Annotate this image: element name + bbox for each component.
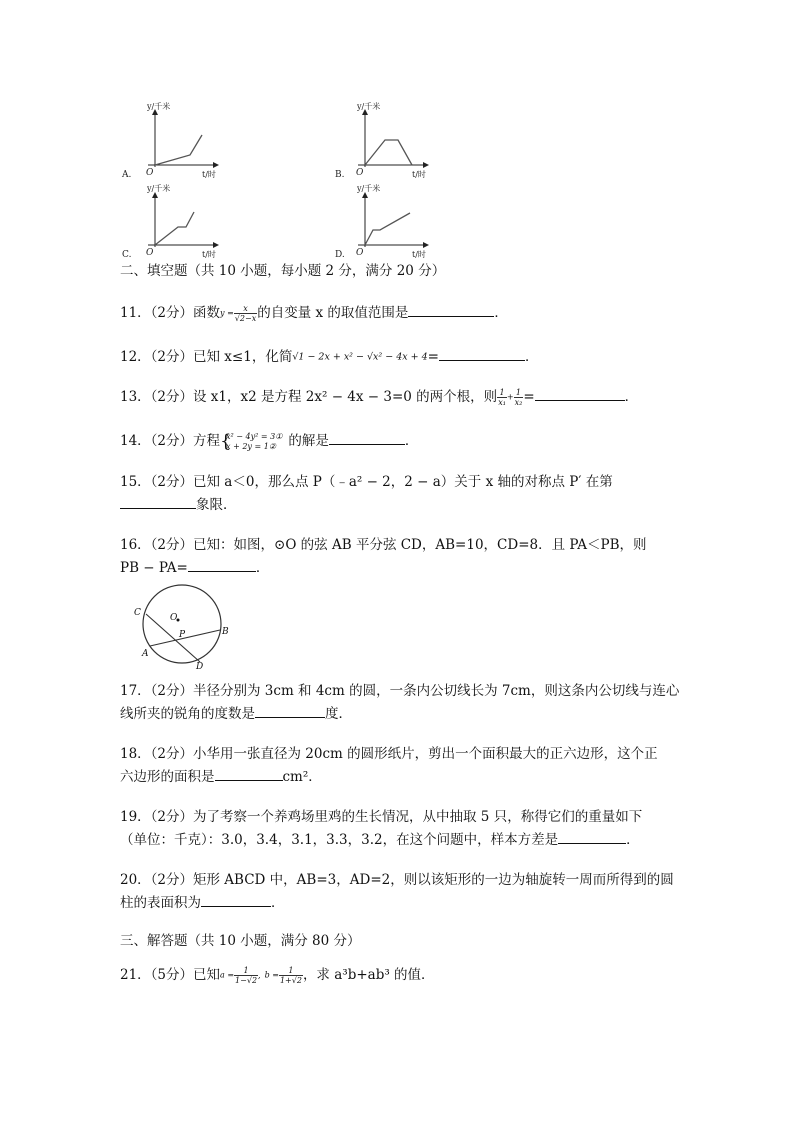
q16-end: ． bbox=[255, 560, 270, 576]
question-16-line1: 16．（2分）已知：如图，⊙O 的弦 AB 平分弦 CD，AB=10，CD=8．且 PA＜PB，则 bbox=[120, 537, 647, 553]
question-20-line1: 20．（2分）矩形 ABCD 中，AB=3，AD=2，则以该矩形的一边为轴旋转一周而所得到的圆 bbox=[120, 872, 674, 888]
q15-answer-blank[interactable] bbox=[120, 494, 196, 509]
q18-line2-prefix: 六边形的面积是 bbox=[120, 769, 215, 785]
graph-a-ylabel: y/千米 bbox=[147, 102, 171, 111]
graph-d-origin: O bbox=[356, 248, 364, 258]
graph-c-ylabel: y/千米 bbox=[147, 184, 171, 193]
question-21 bbox=[120, 966, 435, 985]
graph-d-ylabel: y/千米 bbox=[357, 184, 381, 193]
q16-answer-blank[interactable] bbox=[188, 557, 256, 572]
question-19-line2 bbox=[120, 829, 640, 849]
q20-answer-blank[interactable] bbox=[201, 892, 271, 907]
option-a-label: A. bbox=[122, 170, 132, 180]
q19-answer-blank[interactable] bbox=[558, 829, 626, 844]
q18-line2-suffix: cm²． bbox=[282, 769, 322, 785]
q21-b-fraction: $\frac{1}{1+√2}$ bbox=[279, 966, 302, 985]
q12-answer-blank[interactable] bbox=[439, 346, 525, 361]
option-graphs bbox=[110, 95, 450, 265]
q21-a-lhs: a = bbox=[220, 970, 235, 980]
graph-c-xlabel: t/时 bbox=[202, 250, 216, 259]
question-18-line1: 18．（2分）小华用一张直径为 20cm 的圆形纸片，剪出一个面积最大的正六边形，这个正 bbox=[120, 746, 658, 762]
q17-answer-blank[interactable] bbox=[255, 703, 325, 718]
label-o: O bbox=[170, 613, 178, 623]
q12-formula: √1 − 2x + x² − √x² − 4x + 4 bbox=[292, 351, 428, 363]
q11-prefix: 11．（2分）函数 bbox=[120, 305, 221, 321]
graph-b-xlabel: t/时 bbox=[412, 170, 426, 179]
question-17-line2 bbox=[120, 703, 352, 723]
q13-end: ． bbox=[624, 389, 639, 405]
graph-b-origin: O bbox=[356, 168, 364, 178]
q20-line2-prefix: 柱的表面积为 bbox=[120, 895, 201, 911]
label-a: A bbox=[142, 649, 149, 659]
q21-b-lhs: b = bbox=[264, 970, 279, 980]
q12-eq: = bbox=[427, 349, 439, 365]
question-15-line1: 15．（2分）已知 a＜0，那么点 P（﹣a² − 2，2 − a）关于 x 轴的对称点 P′ 在第 bbox=[120, 474, 613, 490]
option-b-label: B. bbox=[335, 170, 345, 180]
section2-heading: 二、填空题（共 10 小题，每小题 2 分，满分 20 分） bbox=[120, 263, 446, 279]
q13-answer-blank[interactable] bbox=[535, 386, 625, 401]
q14-system: { x² − 4y² = 3① x + 2y = 1② bbox=[220, 430, 283, 452]
graph-a-xlabel: t/时 bbox=[202, 170, 216, 179]
q14-eq2: x + 2y = 1② bbox=[226, 441, 276, 451]
graph-a-origin: O bbox=[146, 168, 154, 178]
q17-line2-suffix: 度． bbox=[325, 706, 352, 722]
q12-prefix: 12．（2分）已知 x≤1，化简 bbox=[120, 349, 293, 365]
question-15-line2 bbox=[120, 494, 237, 514]
graph-d-xlabel: t/时 bbox=[412, 250, 426, 259]
label-c: C bbox=[134, 608, 141, 618]
q14-suffix: 的解是 bbox=[288, 433, 329, 449]
question-11 bbox=[120, 302, 508, 323]
q11-num: x bbox=[234, 304, 257, 314]
q11-answer-blank[interactable] bbox=[408, 302, 494, 317]
label-p: P bbox=[179, 630, 186, 640]
q19-line2-prefix: （单位：千克）：3.0，3.4，3.1，3.3，3.2，在这个问题中，样本方差是 bbox=[120, 832, 559, 848]
option-c-label: C. bbox=[122, 250, 132, 260]
graph-b-ylabel: y/千米 bbox=[357, 102, 381, 111]
q18-answer-blank[interactable] bbox=[215, 766, 283, 781]
question-17-line1: 17．（2分）半径分别为 3cm 和 4cm 的圆，一条内公切线长为 7cm，则这条内公切线与连心 bbox=[120, 683, 680, 699]
q20-end: ． bbox=[271, 895, 285, 911]
q14-answer-blank[interactable] bbox=[329, 430, 405, 445]
graph-c[interactable] bbox=[122, 183, 218, 260]
question-14 bbox=[120, 430, 418, 452]
q16-line2-prefix: PB − PA= bbox=[120, 560, 188, 576]
option-d-label: D. bbox=[335, 250, 345, 260]
q11-end: ． bbox=[494, 305, 508, 321]
q17-line2-prefix: 线所夹的锐角的度数是 bbox=[120, 706, 255, 722]
q21-suffix: ，求 a³b+ab³ 的值． bbox=[302, 967, 435, 983]
q14-end: ． bbox=[404, 433, 419, 449]
q13-plus: + bbox=[506, 392, 514, 402]
label-d: D bbox=[196, 662, 204, 672]
graph-d[interactable] bbox=[335, 183, 428, 260]
q15-line2-text: 象限． bbox=[196, 497, 237, 513]
question-18-line2 bbox=[120, 766, 322, 786]
q14-eq1: x² − 4y² = 3① bbox=[226, 431, 283, 441]
q13-prefix: 13．（2分）设 x1，x2 是方程 2x² − 4x − 3=0 的两个根，则 bbox=[120, 389, 498, 405]
question-20-line2 bbox=[120, 892, 285, 912]
question-16-line2 bbox=[120, 557, 269, 577]
graph-c-origin: O bbox=[146, 248, 154, 258]
question-19-line1: 19．（2分）为了考察一个养鸡场里鸡的生长情况，从中抽取 5 只，称得它们的重量如下 bbox=[120, 809, 643, 825]
q21-sep: , bbox=[258, 970, 261, 980]
q19-end: ． bbox=[626, 832, 640, 848]
q11-suffix: 的自变量 x 的取值范围是 bbox=[257, 305, 409, 321]
q21-a-fraction: $\frac{1}{1-√2}$ bbox=[235, 966, 258, 985]
q13-fraction-2: $\frac{1}{\text{x₂}}$ bbox=[514, 388, 523, 407]
q14-prefix: 14．（2分）方程 bbox=[120, 433, 221, 449]
q12-end: ． bbox=[524, 349, 539, 365]
circle-figure bbox=[128, 580, 238, 672]
graph-b[interactable] bbox=[335, 101, 428, 180]
q13-eq: = bbox=[523, 389, 535, 405]
label-b: B bbox=[222, 627, 229, 637]
q21-prefix: 21．（5分）已知 bbox=[120, 967, 221, 983]
q13-fraction-1: $\frac{1}{\text{x₁}}$ bbox=[498, 388, 506, 407]
graph-a[interactable] bbox=[121, 101, 218, 180]
q11-den: √2−x bbox=[234, 314, 257, 323]
q11-formula-lhs: y = bbox=[220, 308, 234, 318]
question-12 bbox=[120, 346, 538, 367]
circle-o bbox=[143, 585, 221, 663]
q11-formula-fraction bbox=[234, 304, 257, 323]
section3-heading: 三、解答题（共 10 小题，满分 80 分） bbox=[120, 933, 361, 949]
question-13 bbox=[120, 386, 638, 407]
